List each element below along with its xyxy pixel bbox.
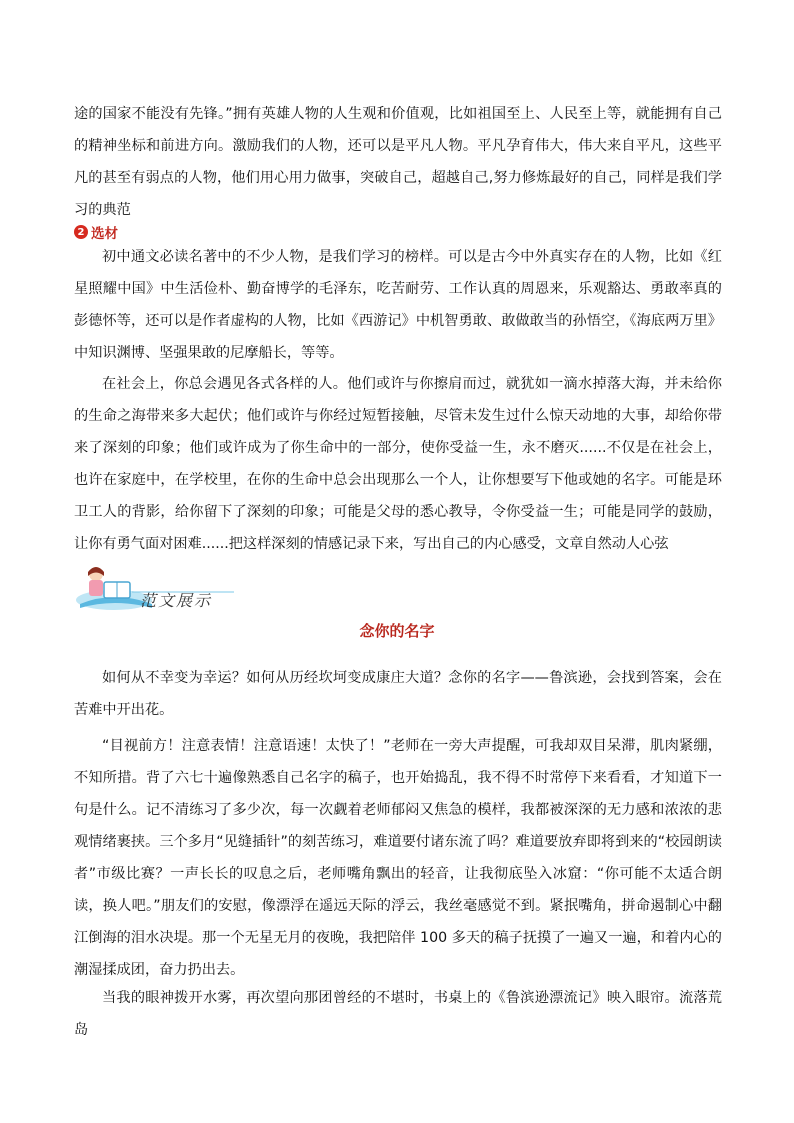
section-number-badge: 2	[74, 225, 88, 239]
selection-paragraph-2: 在社会上，你总会遇见各式各样的人。他们或许与你擦肩而过，就犹如一滴水掉落大海，并未给你的生命之海带来多大起伏；他们或许与你经过短暂接触，尽管未发生过什么惊天动地的大事，却给你带来了深刻的印象；他们或许成为了你生命中的一部分，使你受益一生，永不磨灭......不仅是在社会上，也许在家庭中，在学校里，在你的生命中总会出现那么一个人，让你想要写下他或她的名字。可能是环卫工人的背影，给你留下了深刻的印象；可能是父母的悉心教导，令你受益一生；可能是同学的鼓励，让你有勇气面对困难......把这样深刻的情感记录下来，写出自己的内心感受，文章自然动人心弦	[74, 376, 722, 552]
selection-paragraph-1: 初中通文必读名著中的不少人物，是我们学习的榜样。可以是古今中外真实存在的人物，比如《红星照耀中国》中生活俭朴、勤奋博学的毛泽东，吃苦耐劳、工作认真的周恩来，乐观豁达、勇敢率真的彭德怀等，还可以是作者虚构的人物，比如《西游记》中机智勇敢、敢做敢当的孙悟空，《海底两万里》中知识渊博、坚强果敢的尼摩船长，等等。	[74, 249, 722, 361]
intro-paragraph: 途的国家不能没有先锋。”拥有英雄人物的人生观和价值观，比如祖国至上、人民至上等，就能拥有自己的精神坐标和前进方向。激励我们的人物，还可以是平凡人物。平凡孕育伟大，伟大来自平凡，这些平凡的甚至有弱点的人物，他们用心用力做事，突破自己，超越自己,努力修炼最好的自己，同样是我们学习的典范	[74, 106, 722, 218]
essay-paragraph-1: 如何从不幸变为幸运？如何从历经坎坷变成康庄大道？念你的名字——鲁滨逊，会找到答案，会在苦难中开出花。	[74, 670, 722, 718]
section-title: 选材	[91, 226, 118, 242]
model-essay-banner-label: 范文展示	[140, 591, 213, 610]
essay-paragraph-3: 当我的眼神拨开水雾，再次望向那团曾经的不堪时，书桌上的《鲁滨逊漂流记》映入眼帘。流落荒岛	[74, 990, 722, 1038]
essay-paragraph-2: “目视前方！注意表情！注意语速！太快了！”老师在一旁大声提醒，可我却双目呆滞，肌肉紧绷，不知所措。背了六七十遍像熟悉自己名字的稿子，也开始捣乱，我不得不时常停下来看看，才知道下一句是什么。记不清练习了多少次，每一次觑着老师郁闷又焦急的模样，我都被深深的无力感和浓浓的悲观情绪裹挟。三个多月“见缝插针”的刻苦练习，难道要付诸东流了吗？难道要放弃即将到来的“校园朗读者”市级比赛？一声长长的叹息之后，老师嘴角飘出的轻音，让我彻底坠入冰窟：“你可能不太适合朗读，换人吧。”朋友们的安慰，像漂浮在遥远天际的浮云，我丝毫感觉不到。紧抿嘴角，拼命遏制心中翻江倒海的泪水决堤。那一个无星无月的夜晚，我把陪伴 100 多天的稿子抚摸了一遍又一遍，和着内心的潮湿揉成团，奋力扔出去。	[74, 738, 722, 978]
essay-title: 念你的名字	[359, 622, 435, 640]
